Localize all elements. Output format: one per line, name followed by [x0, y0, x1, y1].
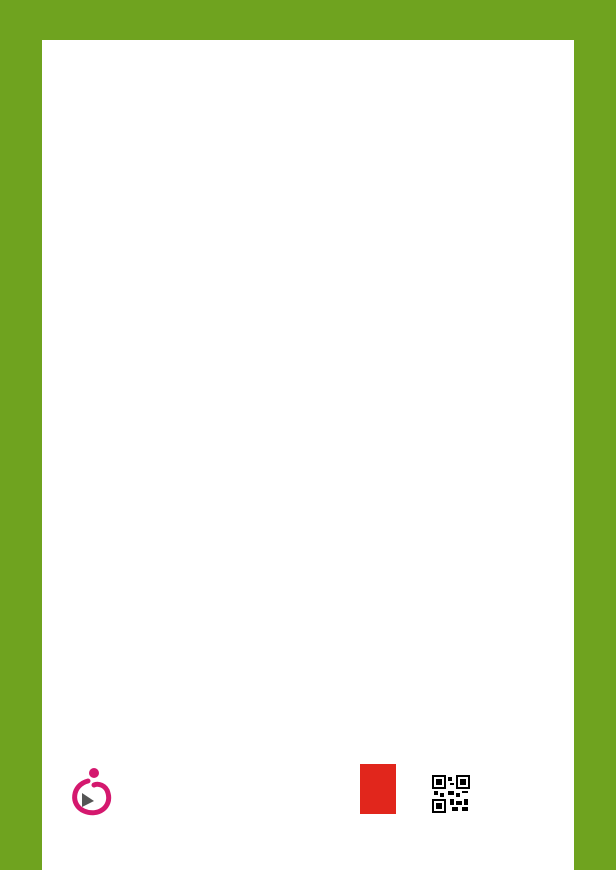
barcode-icon: [484, 744, 574, 836]
right-column: [323, 88, 574, 109]
thebookedition-mark-icon: [68, 763, 116, 819]
publisher-logo: [68, 763, 368, 843]
editions-iris-logo: [360, 764, 396, 814]
left-column: [42, 88, 288, 105]
back-cover: [42, 40, 574, 870]
qr-code-icon: [432, 775, 470, 813]
